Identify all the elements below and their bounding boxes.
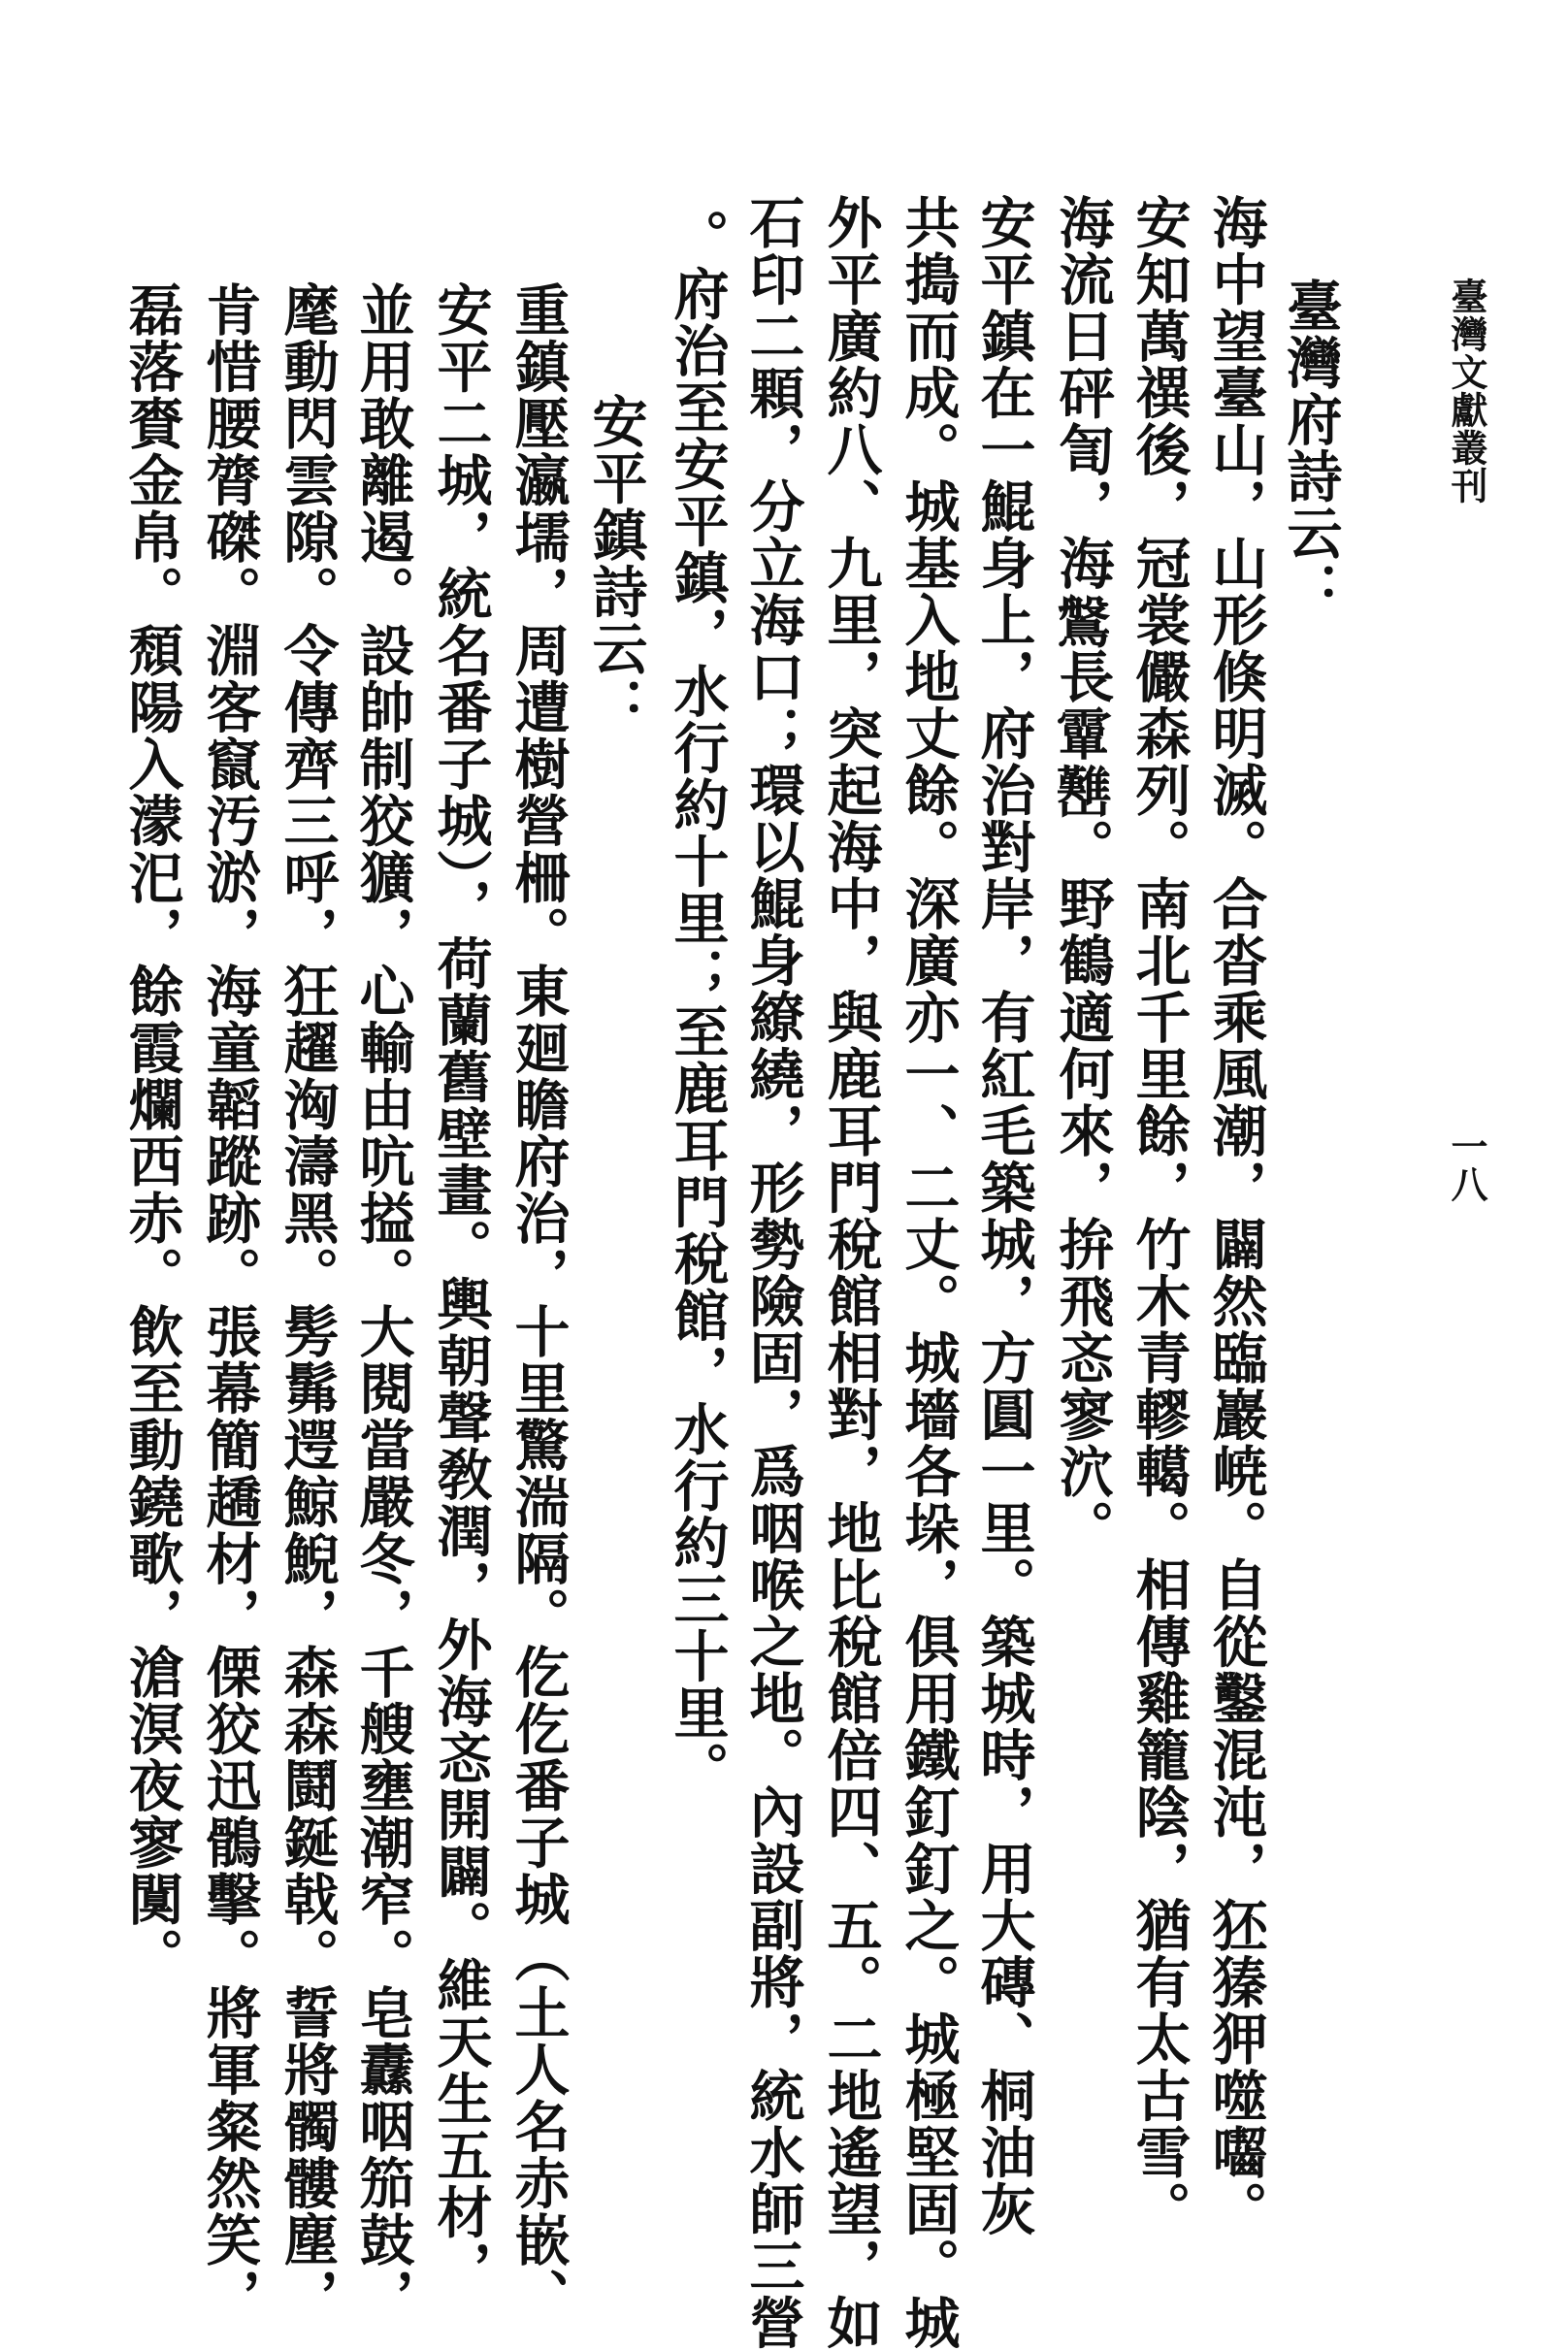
poem-title: 安平鎮詩云： [583,393,648,734]
text-column-15: 肯惜腰膂磔。淵客竄汚淤，海童韜蹤跡。張幕簡趫材，傈狡迅鶻擊。將軍粲然笑， [197,281,262,2325]
page-number: 一八 [1445,1127,1488,1203]
text-column-9: 。府治至安平鎮，水行約十里；至鹿耳門稅館，水行約三十里。 [665,209,730,1798]
running-title: 臺灣文獻叢刊 [1445,278,1488,505]
text-column-12: 安平二城，統名番子城），荷蘭舊壁畫。輿朝聲敎潤，外海忞開闢。維天生五材， [428,281,493,2298]
text-column-6: 共搗而成。城基入地丈餘。深廣亦一、二丈。城墻各垛，俱用鐵釘釘之。城極堅固。城 [896,194,961,2351]
text-column-3: 安知萬禩後，冠裳儼森列。南北千里餘，竹木青轇轕。相傳雞籠陰，猶有太古雪。 [1127,194,1192,2237]
text-column-1: 臺灣府詩云： [1278,278,1343,618]
text-column-5: 安平鎮在一鯤身上，府治對岸，有紅毛築城，方圓一里。築城時，用大磚、桐油灰 [971,194,1036,2237]
text-column-14: 麾動閃雲隙。令傳齊三呼，狂趯洶濤黑。髣髴遌鯨鯢，森森鬪鋋戟。誓將髑髏塵， [275,281,340,2325]
text-column-7: 外平廣約八、九里，突起海中，與鹿耳門稅館相對，地比稅館倍四、五。二地遙望，如 [818,194,883,2351]
text-column-13: 並用敢離遏。設帥制狡獷，心輸由吭搤。大閱當嚴冬，千艘壅潮窄。皂纛咽笳鼓， [350,281,415,2325]
text-column-2: 海中望臺山，山形倏明滅。合沓乘風潮，闢然臨巖𡸳。自從鑿混沌，狉獉狎噬囓。 [1203,194,1268,2237]
text-column-11: 重鎮壓瀛壖，周遭樹營柵。東廻瞻府治，十里驚湍隔。仡仡番子城（土人名赤嵌、 [506,281,571,2325]
text-column-4: 海流日砰訇，海𪄀長𩅦𡿊。野鶴適何來，拚飛忞寥泬。 [1050,194,1115,1556]
text-column-8: 石印二顆，分立海口；環以鯤身繚繞，形勢險固，爲咽喉之地。內設副將，統水師三營 [740,194,805,2351]
text-column-16: 磊落賚金帛。頹陽入濛汜，餘霞爛西赤。飲至動鐃歌，滄溟夜寥闃。 [119,281,184,1984]
